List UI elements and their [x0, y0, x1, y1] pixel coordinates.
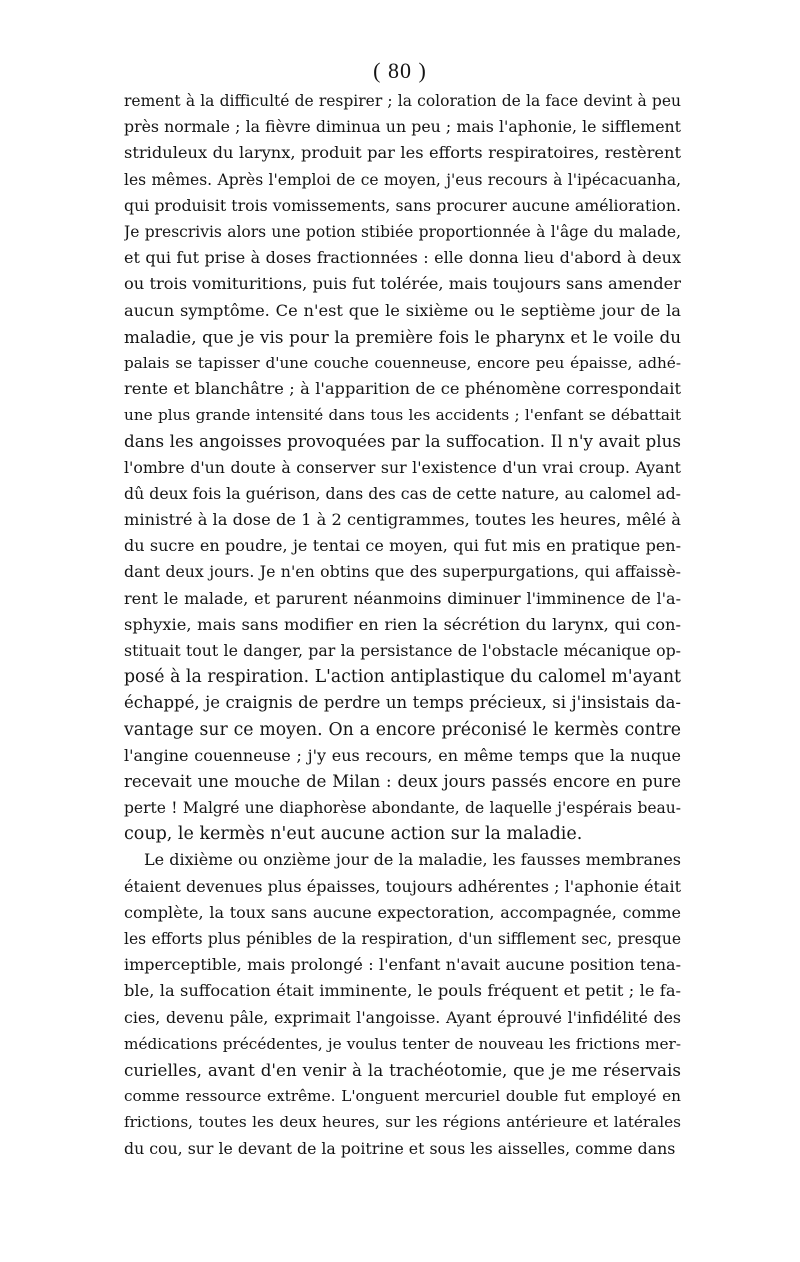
text-line: près normale ; la fièvre diminua un peu ; mais l'aphonie, le sifflement	[124, 117, 681, 137]
text-line: vantage sur ce moyen. On a encore préconisé le kermès contre	[124, 719, 681, 740]
paragraph	[124, 88, 681, 847]
text-line: ou trois vomituritions, puis fut tolérée, mais toujours sans amender	[124, 274, 681, 294]
text-line: complète, la toux sans aucune expectoration, accompagnée, comme	[124, 902, 681, 922]
text-line: curielles, avant d'en venir à la trachéotomie, que je me réservais	[124, 1059, 681, 1080]
text-line: échappé, je craignis de perdre un temps précieux, si j'insistais da-	[124, 693, 681, 713]
text-line: palais se tapisser d'une couche couenneuse, encore peu épaisse, adhé-	[124, 353, 681, 372]
text-line: qui produisit trois vomissements, sans procurer aucune amélioration.	[124, 195, 681, 215]
text-line: recevait une mouche de Milan : deux jours passés encore en pure	[124, 771, 681, 791]
body-text	[124, 88, 681, 1162]
text-line: comme ressource extrême. L'onguent mercuriel double fut employé en	[124, 1087, 681, 1106]
text-line: posé à la respiration. L'action antiplastique du calomel m'ayant	[124, 667, 681, 688]
text-line: imperceptible, mais prolongé : l'enfant n'avait aucune position tena-	[124, 955, 681, 975]
text-line: médications précédentes, je voulus tenter de nouveau les frictions mer-	[124, 1034, 681, 1053]
text-line: dû deux fois la guérison, dans des cas de cette nature, au calomel ad-	[124, 483, 681, 503]
text-line: maladie, que je vis pour la première fois le pharynx et le voile du	[124, 326, 681, 347]
text-line: l'angine couenneuse ; j'y eus recours, en même temps que la nuque	[124, 745, 681, 765]
text-line: une plus grande intensité dans tous les accidents ; l'enfant se débattait	[124, 406, 681, 425]
text-line: l'ombre d'un doute à conserver sur l'existence d'un vrai croup. Ayant	[124, 457, 681, 477]
text-line: rent le malade, et parurent néanmoins diminuer l'imminence de l'a-	[124, 588, 681, 608]
text-line: coup, le kermès n'eut aucune action sur la maladie.	[124, 824, 583, 845]
text-line: stituait tout le danger, par la persistance de l'obstacle mécanique op-	[124, 640, 681, 660]
text-line: perte ! Malgré une diaphorèse abondante, de laquelle j'espérais beau-	[124, 799, 681, 818]
text-line: ble, la suffocation était imminente, le pouls fréquent et petit ; le fa-	[124, 981, 681, 1001]
page-number: ( 80 )	[373, 58, 427, 83]
text-line: sphyxie, mais sans modifier en rien la sécrétion du larynx, qui con-	[124, 614, 681, 634]
paragraph	[124, 847, 681, 1161]
text-line: dans les angoisses provoquées par la suffocation. Il n'y avait plus	[124, 431, 681, 452]
text-line: striduleux du larynx, produit par les efforts respiratoires, restèrent	[124, 143, 681, 163]
text-line: rente et blanchâtre ; à l'apparition de ce phénomène correspondait	[124, 379, 681, 399]
text-line: Le dixième ou onzième jour de la maladie, les fausses membranes	[144, 850, 681, 870]
text-line: du cou, sur le devant de la poitrine et sous les aisselles, comme dans	[124, 1138, 676, 1158]
text-line: frictions, toutes les deux heures, sur les régions antérieure et latérales	[124, 1113, 681, 1132]
text-line: dant deux jours. Je n'en obtins que des superpurgations, qui affaissè-	[124, 562, 681, 582]
text-line: les mêmes. Après l'emploi de ce moyen, j'eus recours à l'ipécacuanha,	[124, 170, 681, 189]
text-line: étaient devenues plus épaisses, toujours adhérentes ; l'aphonie était	[124, 876, 681, 896]
text-line: et qui fut prise à doses fractionnées : elle donna lieu d'abord à deux	[124, 248, 681, 268]
text-line: du sucre en poudre, je tentai ce moyen, qui fut mis en pratique pen-	[124, 536, 681, 556]
text-line: rement à la difficulté de respirer ; la coloration de la face devint à peu	[124, 92, 681, 110]
text-line: cies, devenu pâle, exprimait l'angoisse. Ayant éprouvé l'infidélité des	[124, 1007, 681, 1027]
text-line: aucun symptôme. Ce n'est que le sixième ou le septième jour de la	[124, 300, 681, 320]
text-line: les efforts plus pénibles de la respiration, d'un sifflement sec, presque	[124, 930, 681, 948]
text-line: Je prescrivis alors une potion stibiée proportionnée à l'âge du malade,	[124, 222, 681, 241]
text-line: ministré à la dose de 1 à 2 centigrammes, toutes les heures, mêlé à	[124, 510, 681, 529]
